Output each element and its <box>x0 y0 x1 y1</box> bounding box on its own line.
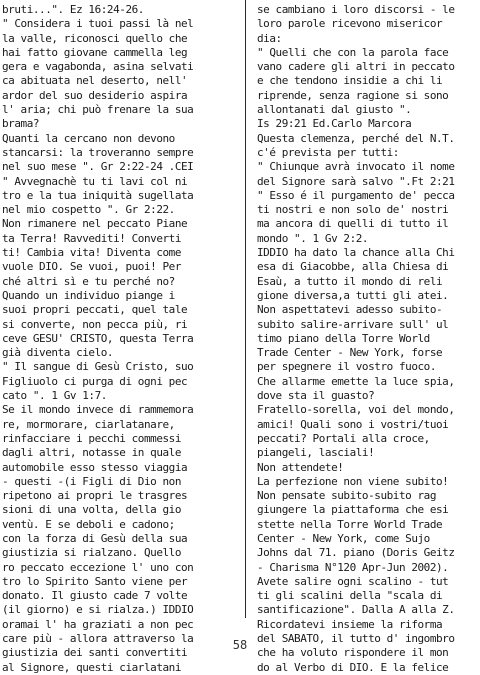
text-line: Johns dal 71. piano (Doris Geitz <box>257 546 455 560</box>
text-line: bruti...". Ez 16:24-26. <box>2 3 144 16</box>
text-line: Fratello-sorella, voi del mondo, <box>257 403 455 417</box>
text-line: sioni di una volta, della gio <box>2 503 182 517</box>
text-line: stancarsi: la troveranno sempre <box>2 145 194 159</box>
text-line: allontanati dal giusto ". <box>257 103 412 117</box>
text-line: Non aspettatevi adesso subito- <box>257 303 443 317</box>
column-divider <box>245 0 246 618</box>
text-line: giungere la piattaforma che esi <box>257 503 449 517</box>
text-line: - questi -(i Figli di Dio non <box>2 474 182 488</box>
text-line: " Il sangue di Gesù Cristo, suo <box>2 360 194 374</box>
text-line: ventù. E se deboli e cadono; <box>2 517 175 531</box>
right-text-column <box>257 3 479 675</box>
text-line: amici! Quali sono i vostri/tuoi <box>257 417 449 431</box>
text-line: ti nostri e non solo de' nostri <box>257 203 449 217</box>
text-line: donato. Il giusto cade 7 volte <box>2 589 188 603</box>
text-line: ché altri sì e tu perché no? <box>2 274 175 288</box>
text-line: che ha voluto rispondere il mon <box>257 646 449 660</box>
text-line: La perfezione non viene subito! <box>257 474 449 488</box>
text-line: automobile esso stesso viaggia <box>2 460 188 474</box>
text-line: Esaù, a tutto il mondo di reli <box>257 274 443 288</box>
text-line: ro peccato eccezione l' uno con <box>2 560 194 574</box>
text-line: ardor del suo desiderio aspira <box>2 88 188 102</box>
text-line: tro e la tua iniquità sugellata <box>2 188 194 202</box>
page-number: 58 <box>232 638 248 652</box>
text-line: " Avvegnachè tu ti lavi col ni <box>2 174 188 188</box>
text-line: ta Terra! Ravvediti! Converti <box>2 231 182 245</box>
text-line: Quanti la cercano non devono <box>2 131 175 145</box>
text-line: ti gli scalini della "scala di <box>257 589 443 603</box>
text-line: Is 29:21 Ed.Carlo Marcora <box>257 117 412 131</box>
text-line: suoi propri peccati, quel tale <box>2 303 188 317</box>
text-line: rinfacciare i pecchi commessi <box>2 431 182 445</box>
text-line: ma ancora di quelli di tutto il <box>257 217 449 231</box>
text-line: nel mio cospetto ". Gr 2:22. <box>2 203 175 217</box>
text-line: subito salire-arrivare sull' ul <box>257 317 449 331</box>
text-line: ca abituata nel deserto, nell' <box>2 74 188 88</box>
text-line: oramai l' ha graziati a non pec <box>2 617 194 631</box>
text-line: Quando un individuo piange i <box>2 288 175 302</box>
text-line: cato ". 1 Gv 1:7. <box>2 389 107 403</box>
text-line: " Esso é il purgamento de' pecca <box>257 188 455 202</box>
text-line: care più - allora attraverso la <box>2 632 194 646</box>
text-line: Che allarme emette la luce spia, <box>257 374 455 388</box>
text-line: al Signore, questi ciarlatani <box>2 660 182 674</box>
text-line: re, mormorare, ciarlatanare, <box>2 417 175 431</box>
left-text-column <box>2 3 232 675</box>
text-line: dove sta il guasto? <box>257 389 375 403</box>
text-line: e che tendono insidie a chi li <box>257 74 443 88</box>
text-line: riprende, senza ragione si sono <box>257 88 449 102</box>
text-line: giustizia si rialzano. Quello <box>2 546 182 560</box>
text-line: piangeli, lasciali! <box>257 446 375 460</box>
text-line: ceve GESU' CRISTO, questa Terra <box>2 331 194 345</box>
text-line: IDDIO ha dato la chance alla Chi <box>257 246 455 260</box>
text-line: loro parole ricevono misericor <box>257 17 443 31</box>
text-line: c'é prevista per tutti: <box>257 145 399 159</box>
text-line: brama? <box>2 117 40 131</box>
text-line: per spegnere il vostro fuoco. <box>257 360 437 374</box>
text-line: Ricordatevi insieme la riforma <box>257 617 443 631</box>
text-line: con la forza di Gesù della sua <box>2 531 188 545</box>
text-line: gione diversa,a tutti gli atei. <box>257 288 449 302</box>
text-line: timo piano della Torre World <box>257 331 430 345</box>
text-line: ripetono ai propri le trasgres <box>2 489 188 503</box>
text-line: " Quelli che con la parola face <box>257 45 449 59</box>
text-line: Non rimanere nel peccato Piane <box>2 217 188 231</box>
text-line: Questa clemenza, perché del N.T. <box>257 131 455 145</box>
text-line: " Considera i tuoi passi là nel <box>2 17 194 31</box>
text-line: vuole DIO. Se vuoi, puoi! Per <box>2 260 182 274</box>
text-line: tro lo Spirito Santo viene per <box>2 574 188 588</box>
text-line: la valle, riconosci quello che <box>2 31 188 45</box>
text-line: se cambiano i loro discorsi - le <box>257 3 455 16</box>
text-line: nel suo mese ". Gr 2:22-24 .CEI <box>2 160 194 174</box>
text-line: Avete salire ogni scalino - tut <box>257 574 449 588</box>
text-line: (il giorno) e si rialza.) IDDIO <box>2 603 194 617</box>
text-line: Trade Center - New York, forse <box>257 346 443 360</box>
text-line: dagli altri, notasse in quale <box>2 446 182 460</box>
text-line: - Charisma N°120 Apr-Jun 2002). <box>257 560 449 574</box>
text-line: si converte, non pecca più, ri <box>2 317 188 331</box>
text-line: del SABATO, il tutto d' ingombro <box>257 632 455 646</box>
text-line: del Signore sarà salvo ".Ft 2:21 <box>257 174 455 188</box>
text-line: peccati? Portali alla croce, <box>257 431 430 445</box>
text-line: do al Verbo di DIO. E la felice <box>257 660 449 674</box>
text-line: l' aria; chi può frenare la sua <box>2 103 194 117</box>
text-line: gera e vagabonda, asina selvati <box>2 60 194 74</box>
text-line: vano cadere gli altri in peccato <box>257 60 455 74</box>
text-line: Se il mondo invece di rammemora <box>2 403 194 417</box>
text-line: " Chiunque avrà invocato il nome <box>257 160 455 174</box>
text-line: stette nella Torre World Trade <box>257 517 443 531</box>
text-line: Center - New York, come Sujo <box>257 531 430 545</box>
text-line: Non pensate subito-subito rag <box>257 489 437 503</box>
text-line: santificazione". Dalla A alla Z. <box>257 603 455 617</box>
text-line: esa di Giacobbe, alla Chiesa di <box>257 260 449 274</box>
text-line: mondo ". 1 Gv 2:2. <box>257 231 369 245</box>
text-line: giustizia dei santi convertiti <box>2 646 188 660</box>
text-line: dia: <box>257 31 282 45</box>
text-line: Figliuolo ci purga di ogni pec <box>2 374 188 388</box>
text-line: già diventa cielo. <box>2 346 114 360</box>
text-line: ti! Cambia vita! Diventa come <box>2 246 182 260</box>
text-line: hai fatto giovane cammella leg <box>2 45 188 59</box>
text-line: Non attendete! <box>257 460 344 474</box>
